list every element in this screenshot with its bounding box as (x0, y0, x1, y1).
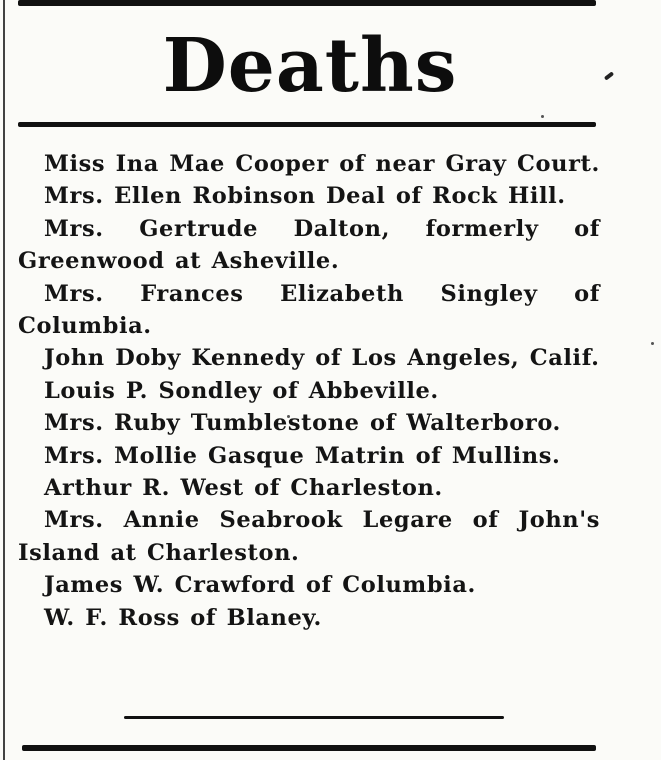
death-notice: Mrs. Ellen Robinson Deal of Rock Hill. (44, 183, 566, 210)
death-notice: Louis P. Sondley of Abbeville. (44, 377, 439, 404)
clipping-left-border (3, 0, 5, 760)
bottom-rule (22, 745, 596, 751)
death-notice: W. F. Ross of Blaney. (44, 604, 322, 631)
death-notice: John Doby Kennedy of Los Angeles, Calif. (44, 345, 600, 372)
title-underline-rule (18, 122, 596, 127)
ink-dot (651, 342, 654, 345)
death-notice: Miss Ina Mae Cooper of near Gray Court. (44, 151, 600, 177)
death-notice: Mrs. Gertrude Dalton, formerly of Greenwood at Asheville. (18, 215, 600, 275)
closing-short-rule (124, 716, 504, 719)
ink-dot (541, 115, 544, 118)
death-notice: Mrs. Annie Seabrook Legare of John's Island at Charleston. (18, 507, 600, 566)
death-notice: Mrs. Ruby Tumblestone of Walterboro. (44, 410, 561, 437)
death-notice: James W. Crawford of Columbia. (44, 572, 476, 599)
death-notice: Mrs. Frances Elizabeth Singley of Columbia. (18, 280, 600, 340)
death-notice: Mrs. Mollie Gasque Matrin of Mullins. (44, 442, 561, 469)
top-rule (18, 0, 596, 6)
death-notice-list (18, 148, 600, 634)
section-title: Deaths (162, 23, 458, 109)
death-notice: Arthur R. West of Charleston. (44, 475, 443, 502)
